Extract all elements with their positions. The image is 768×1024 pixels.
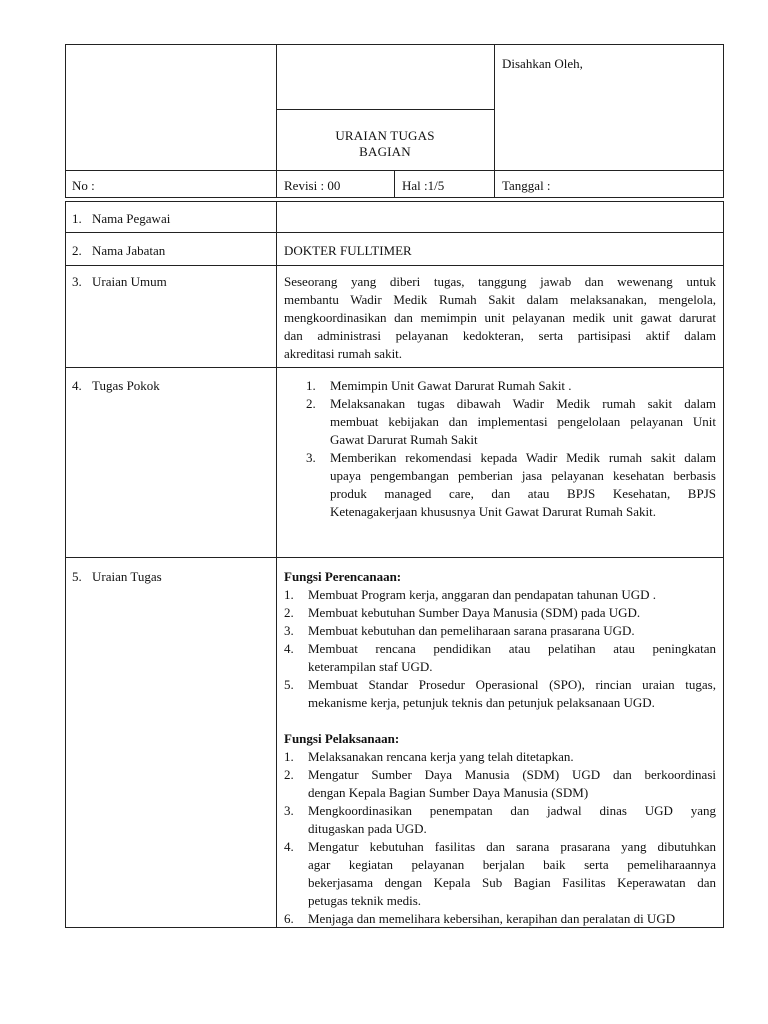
list-number: 1. (284, 587, 294, 602)
list-line: Membuat kebutuhan dan pemeliharaan sarana prasarana UGD. (308, 623, 635, 638)
paragraph-line: akreditasi rumah sakit. (284, 346, 403, 361)
list-line: Memberikan rekomendasi kepada Wadir Medik rumah sakit dalam (330, 450, 716, 465)
document-title: URAIAN TUGAS (335, 128, 435, 143)
list-number: 2. (284, 605, 294, 620)
list-item (306, 449, 716, 521)
row-divider (65, 367, 724, 368)
page-label: Hal :1/5 (402, 178, 445, 193)
list-number: 4. (284, 839, 294, 854)
body-divider (276, 201, 277, 928)
list-line: keterampilan staf UGD. (308, 659, 433, 674)
list-line: Mengatur kebutuhan fasilitas dan sarana prasarana yang dibutuhkan (308, 839, 716, 854)
row-divider (65, 232, 724, 233)
row-number: 4. (72, 378, 82, 393)
list-line: petugas teknik medis. (308, 893, 422, 908)
list-item (284, 676, 716, 712)
list-number: 3. (306, 450, 316, 465)
list-line: bekerjasama dengan Kepala Sub Bagian Fasilitas Keperawatan dan (308, 875, 716, 890)
list-line: Melaksanakan tugas dibawah Wadir Medik rumah sakit dalam (330, 396, 716, 411)
header-divider (276, 44, 277, 198)
task-description-label: Uraian Tugas (92, 569, 162, 584)
list-number: 1. (306, 378, 316, 393)
approved-by-label: Disahkan Oleh, (502, 56, 583, 71)
list-item (284, 640, 716, 676)
list-line: agar kegiatan pelayanan berjalan baik serta pemeliharaannya (308, 857, 716, 872)
doc-number-label: No : (72, 178, 95, 193)
header-divider (65, 170, 724, 171)
row-number: 1. (72, 211, 82, 226)
position-name-label: Nama Jabatan (92, 243, 166, 258)
list-item (284, 604, 716, 622)
list-line: Gawat Darurat Rumah Sakit (330, 432, 478, 447)
paragraph-line: mengkoordinasikan dan memimpin unit pelayanan medik unit gawat darurat (284, 310, 716, 325)
list-item (284, 910, 716, 928)
row-number: 2. (72, 243, 82, 258)
general-description-label: Uraian Umum (92, 274, 167, 289)
list-number: 5. (284, 677, 294, 692)
list-item (284, 766, 716, 802)
list-line: ditugaskan pada UGD. (308, 821, 427, 836)
list-line: Memimpin Unit Gawat Darurat Rumah Sakit . (330, 378, 572, 393)
main-duties-label: Tugas Pokok (92, 378, 160, 393)
list-line: dengan Kepala Bagian Sumber Daya Manusia (SDM) (308, 785, 589, 800)
paragraph-line: Seseorang yang diberi tugas, tanggung jawab dan wewenang untuk (284, 274, 716, 289)
list-number: 2. (284, 767, 294, 782)
list-number: 6. (284, 911, 294, 926)
general-description-text (284, 273, 716, 363)
list-item (284, 622, 716, 640)
list-line: Membuat rencana pendidikan atau pelatihan atau peningkatan (308, 641, 716, 656)
row-number: 3. (72, 274, 82, 289)
spacer (284, 712, 716, 730)
list-line: upaya pengembangan pemberian jasa pelayanan kesehatan berbasis (330, 468, 716, 483)
employee-name-label: Nama Pegawai (92, 211, 171, 226)
list-number: 3. (284, 623, 294, 638)
position-name-value: DOKTER FULLTIMER (284, 243, 412, 258)
task-description-content (284, 568, 716, 928)
planning-function-title: Fungsi Perencanaan: (284, 569, 402, 584)
list-item (306, 395, 716, 449)
header-divider (276, 109, 494, 110)
implementation-function-title: Fungsi Pelaksanaan: (284, 731, 400, 746)
revision-label: Revisi : 00 (284, 178, 341, 193)
header-divider (394, 170, 395, 198)
list-line: Melaksanakan rencana kerja yang telah ditetapkan. (308, 749, 574, 764)
list-item (306, 377, 716, 395)
list-line: Membuat kebutuhan Sumber Daya Manusia (SDM) pada UGD. (308, 605, 641, 620)
list-line: Mengkoordinasikan penempatan dan jadwal dinas UGD yang (308, 803, 716, 818)
list-line: produk managed care, dan atau BPJS Kesehatan, BPJS (330, 486, 716, 501)
list-line: mekanisme kerja, petunjuk teknis dan petunjuk pelaksanaan UGD. (308, 695, 655, 710)
list-number: 2. (306, 396, 316, 411)
row-divider (65, 557, 724, 558)
paragraph-line: membantu Wadir Medik Rumah Sakit dalam melaksanakan, mengelola, (284, 292, 716, 307)
list-line: Membuat Program kerja, anggaran dan pendapatan tahunan UGD . (308, 587, 656, 602)
list-line: Membuat Standar Prosedur Operasional (SPO), rincian uraian tugas, (308, 677, 716, 692)
main-duties-list (306, 377, 716, 521)
list-item (284, 838, 716, 910)
list-item (284, 748, 716, 766)
list-item (284, 802, 716, 838)
paragraph-line: dan administrasi pelayanan kedokteran, serta partisipasi aktif dalam (284, 328, 716, 343)
list-number: 1. (284, 749, 294, 764)
row-number: 5. (72, 569, 82, 584)
document-subtitle: BAGIAN (359, 144, 411, 159)
list-line: Mengatur Sumber Daya Manusia (SDM) UGD dan berkoordinasi (308, 767, 716, 782)
header-divider (494, 44, 495, 198)
date-label: Tanggal : (502, 178, 551, 193)
list-item (284, 586, 716, 604)
row-divider (65, 265, 724, 266)
list-number: 4. (284, 641, 294, 656)
list-line: membuat kebijakan dan implementasi pengelolaan pelayanan Unit (330, 414, 716, 429)
list-number: 3. (284, 803, 294, 818)
list-line: Ketenagakerjaan khususnya Unit Gawat Darurat Rumah Sakit. (330, 504, 656, 519)
list-line: Menjaga dan memelihara kebersihan, kerapihan dan peralatan di UGD (308, 911, 676, 926)
